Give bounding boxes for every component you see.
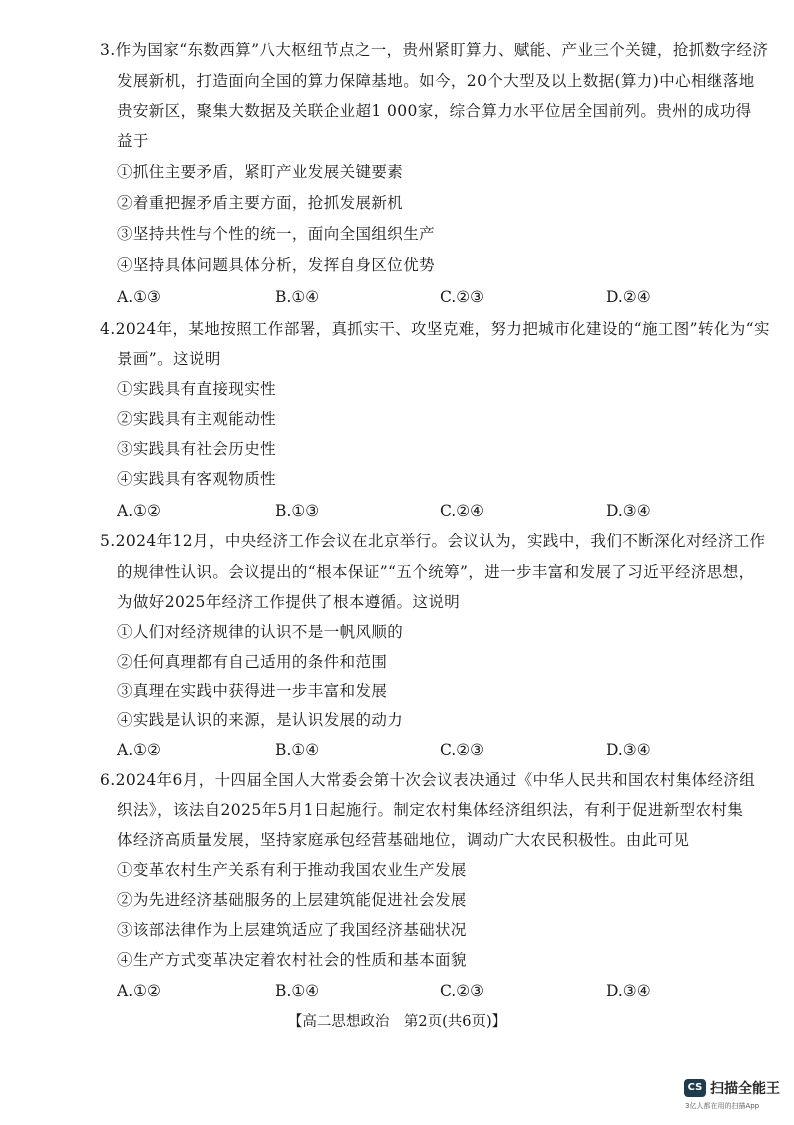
question-4-statement-4: ④实践具有客观物质性 bbox=[117, 470, 277, 488]
question-5-stem-line-3: 为做好2025年经济工作提供了根本遵循。这说明 bbox=[117, 593, 461, 611]
question-5-options bbox=[0, 739, 794, 761]
option-a: A.①② bbox=[117, 502, 161, 520]
question-4-statement-3: ③实践具有社会历史性 bbox=[117, 440, 277, 458]
question-6-statement-4: ④生产方式变革决定着农村社会的性质和基本面貌 bbox=[117, 951, 467, 969]
question-6-statement-2: ②为先进经济基础服务的上层建筑能促进社会发展 bbox=[117, 891, 467, 909]
option-d: D.②④ bbox=[606, 288, 651, 306]
question-4-options bbox=[0, 500, 794, 522]
question-3-stem-line-3: 贵安新区，聚集大数据及关联企业超1 000家，综合算力水平位居全国前列。贵州的成功得 bbox=[117, 102, 752, 120]
question-6-statement-1: ①变革农村生产关系有利于推动我国农业生产发展 bbox=[117, 861, 467, 879]
option-c: C.②④ bbox=[440, 502, 485, 520]
question-3-statement-4: ④坚持具体问题具体分析，发挥自身区位优势 bbox=[117, 256, 436, 274]
question-3-stem-line-1: 3.作为国家“东数西算”八大枢纽节点之一，贵州紧盯算力、赋能、产业三个关键，抢抓数字经济 bbox=[100, 41, 769, 59]
question-4-statement-2: ②实践具有主观能动性 bbox=[117, 410, 277, 428]
option-a: A.①② bbox=[117, 982, 161, 1000]
camscanner-tagline: 3亿人都在用的扫描App bbox=[685, 1102, 760, 1110]
question-3-statement-3: ③坚持共性与个性的统一，面向全国组织生产 bbox=[117, 225, 436, 243]
question-3-stem-line-4: 益于 bbox=[117, 132, 149, 150]
question-3-statement-1: ①抓住主要矛盾，紧盯产业发展关键要素 bbox=[117, 163, 404, 181]
question-4-stem-line-2: 景画”。这说明 bbox=[117, 350, 221, 368]
question-3-options bbox=[0, 286, 794, 308]
camscanner-name: 扫描全能王 bbox=[710, 1081, 780, 1097]
option-d: D.③④ bbox=[606, 982, 651, 1000]
option-b: B.①④ bbox=[275, 288, 320, 306]
question-5-statement-2: ②任何真理都有自己适用的条件和范围 bbox=[117, 653, 388, 671]
option-c: C.②③ bbox=[440, 288, 485, 306]
question-5-statement-3: ③真理在实践中获得进一步丰富和发展 bbox=[117, 682, 388, 700]
option-b: B.①④ bbox=[275, 741, 320, 759]
question-4-statement-1: ①实践具有直接现实性 bbox=[117, 380, 277, 398]
question-6-stem-line-2: 织法》，该法自2025年5月1日起施行。制定农村集体经济组织法，有利于促进新型农村集 bbox=[117, 801, 744, 819]
option-d: D.③④ bbox=[606, 741, 651, 759]
question-6-statement-3: ③该部法律作为上层建筑适应了我国经济基础状况 bbox=[117, 921, 467, 939]
question-5-stem-line-1: 5.2024年12月，中央经济工作会议在北京举行。会议认为，实践中，我们不断深化对经济工作 bbox=[100, 532, 766, 550]
option-a: A.①② bbox=[117, 741, 161, 759]
page-footer: 【高二思想政治 第2页(共6页)】 bbox=[287, 1014, 507, 1030]
question-5-stem-line-2: 的规律性认识。会议提出的“根本保证”“五个统筹”，进一步丰富和发展了习近平经济思想， bbox=[117, 563, 755, 581]
option-c: C.②③ bbox=[440, 741, 485, 759]
option-c: C.②③ bbox=[440, 982, 485, 1000]
question-6-stem-line-3: 体经济高质量发展，坚持家庭承包经营基础地位，调动广大农民积极性。由此可见 bbox=[117, 831, 690, 849]
question-5-statement-1: ①人们对经济规律的认识不是一帆风顺的 bbox=[117, 623, 404, 641]
option-b: B.①④ bbox=[275, 982, 320, 1000]
question-3-stem-line-2: 发展新机，打造面向全国的算力保障基地。如今，20个大型及以上数据(算力)中心相继落地 bbox=[117, 72, 755, 90]
question-5-statement-4: ④实践是认识的来源，是认识发展的动力 bbox=[117, 711, 404, 729]
question-3-statement-2: ②着重把握矛盾主要方面，抢抓发展新机 bbox=[117, 194, 404, 212]
option-d: D.③④ bbox=[606, 502, 651, 520]
question-6-options bbox=[0, 980, 794, 1002]
question-6-stem-line-1: 6.2024年6月，十四届全国人大常委会第十次会议表决通过《中华人民共和国农村集体经济组 bbox=[100, 771, 756, 789]
camscanner-logo-icon: CS bbox=[684, 1079, 706, 1097]
option-a: A.①③ bbox=[117, 288, 161, 306]
question-4-stem-line-1: 4.2024年，某地按照工作部署，真抓实干、攻坚克难，努力把城市化建设的“施工图”转化为“实 bbox=[100, 320, 770, 338]
option-b: B.①③ bbox=[275, 502, 320, 520]
